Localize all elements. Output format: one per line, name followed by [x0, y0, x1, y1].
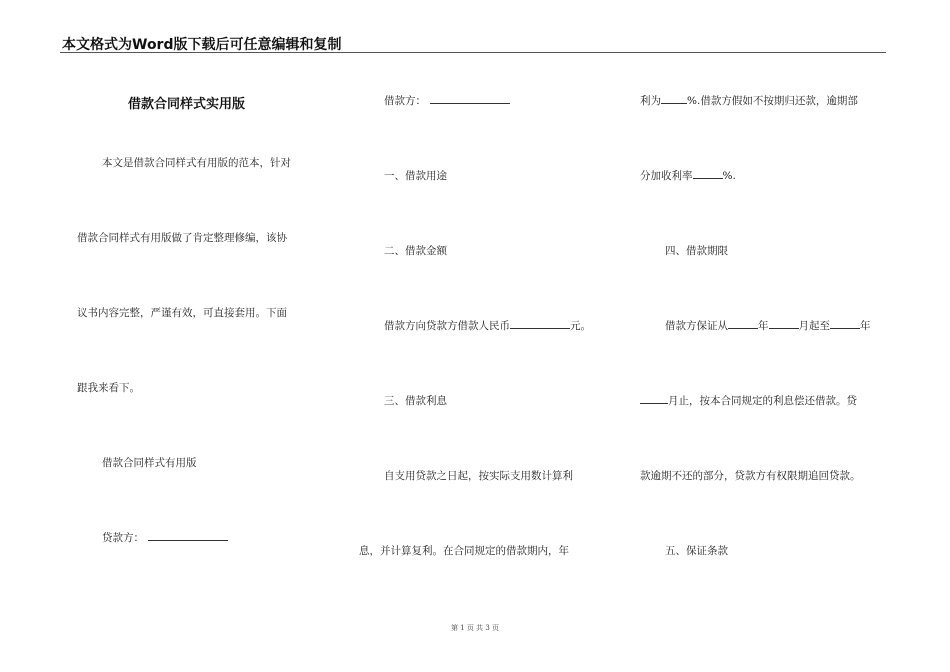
term-year-blank-2 [830, 319, 860, 329]
borrower-blank [430, 94, 510, 104]
section-4-heading: 四、借款期限 [665, 245, 728, 257]
amount-line [384, 318, 591, 333]
interest-line-2: 息，并计算复利。在合同规定的借款期内，年 [359, 545, 569, 557]
term-from-label: 借款方保证从 [665, 320, 728, 332]
borrower-line [384, 93, 510, 108]
rate-blank [661, 94, 687, 104]
term-month-blank-1 [769, 319, 799, 329]
section-3-heading: 三、借款利息 [384, 395, 447, 407]
rate-suffix: %.借款方假如不按期归还款，逾期部 [687, 95, 858, 107]
term-to-label: 月起至 [798, 320, 830, 332]
header-divider [60, 52, 886, 53]
term-line-3: 款逾期不还的部分，贷款方有权限期追回贷款。 [640, 470, 861, 482]
section-2-heading: 二、借款金额 [384, 245, 447, 257]
borrower-label: 借款方： [384, 95, 426, 107]
overdue-prefix: 分加收利率 [640, 170, 693, 182]
lender-line [102, 530, 228, 545]
interest-line-1: 自支用贷款之日起，按实际支用数计算利 [384, 470, 573, 482]
term-line-2-text: 月止，按本合同规定的利息偿还借款。贷 [668, 395, 857, 407]
document-header: 本文格式为Word版下载后可任意编辑和复制 [62, 37, 342, 53]
intro-line-2: 借款合同样式有用版做了肯定整理修编，该协 [77, 232, 287, 244]
intro-line-1: 本文是借款合同样式有用版的范本，针对 [102, 157, 291, 169]
section-1-heading: 一、借款用途 [384, 170, 447, 182]
overdue-blank [693, 169, 723, 179]
intro-line-3: 议书内容完整，严谨有效，可直接套用。下面 [77, 307, 287, 319]
term-line-1 [665, 318, 871, 333]
amount-blank [510, 319, 570, 329]
intro-line-4: 跟我来看下。 [77, 382, 140, 394]
document-title: 借款合同样式实用版 [128, 97, 246, 112]
lender-blank [148, 531, 228, 541]
overdue-suffix: %. [722, 170, 736, 182]
contract-subtitle: 借款合同样式有用版 [102, 457, 197, 469]
term-year-blank-1 [728, 319, 758, 329]
term-line-2 [640, 393, 857, 408]
section-5-heading: 五、保证条款 [665, 545, 728, 557]
term-month-blank-2 [640, 394, 668, 404]
term-year-label-1: 年 [758, 320, 769, 332]
lender-label: 贷款方： [102, 532, 144, 544]
term-year-label-2: 年 [860, 320, 871, 332]
page-number: 第 1 页 共 3 页 [450, 624, 500, 632]
rate-line [640, 93, 858, 108]
amount-prefix: 借款方向贷款方借款人民币 [384, 320, 510, 332]
overdue-line [640, 168, 736, 183]
rate-prefix: 利为 [640, 95, 661, 107]
amount-suffix: 元。 [570, 320, 591, 332]
